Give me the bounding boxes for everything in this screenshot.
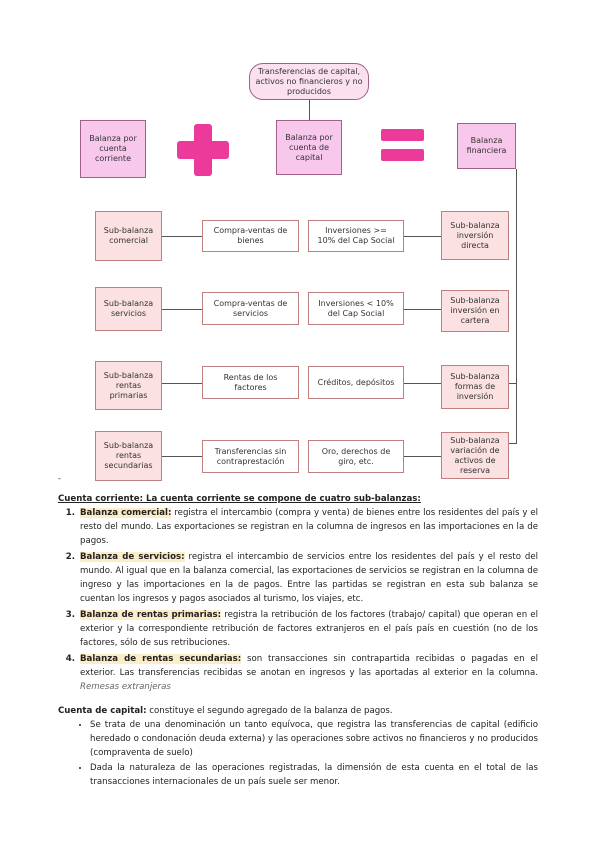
definition: registra la retribución de los factores (trabajo/ capital) que operan en el exterior y la correspondiente retribución de factores extranjeros en el país país en cuestión (no de los factores, sólo de sus retribuciones. [80,610,538,648]
investment-box-2 [308,292,404,325]
connector [162,236,202,237]
current-account-heading: Cuenta corriente: La cuenta corriente se compone de cuatro sub-balanzas: [58,494,421,504]
current-account-box [80,120,146,178]
capital-account-term: Cuenta de capital: [58,706,147,716]
sub-balance-left-label: Sub-balanza rentas secundarias [103,441,154,470]
connector [516,169,517,443]
term: Balanza comercial: [80,508,172,518]
flow-label: Compra-ventas de servicios [213,298,288,318]
capital-account-definition: constituye el segundo agregado de la balanza de pagos. [146,706,393,716]
list-item [78,550,538,606]
capital-account-label: Balanza por cuenta de capital [285,132,333,162]
flow-label: Transferencias sin contraprestación [214,446,287,466]
connector [309,100,310,120]
investment-box-3 [308,366,404,399]
sub-balance-list [58,506,538,694]
sub-balance-right-2 [441,290,509,332]
sub-balance-right-label: Sub-balanza inversión directa [450,220,500,250]
investment-box-1 [308,220,404,252]
term: Balanza de servicios: [80,552,185,562]
capital-transfers-pill [249,63,369,100]
capital-bullets [58,718,538,789]
current-account-section [58,492,538,696]
sub-balance-right-label: Sub-balanza formas de inversión [450,372,500,401]
sub-balance-left-1 [95,211,162,261]
equals-icon [381,129,424,141]
bullet-item: • Dada la naturaleza de las operaciones registradas, la dimensión de esta cuenta en el total de las transacciones internacionales de un país suele ser menor. [90,761,538,789]
connector [162,309,202,310]
investment-box-4 [308,440,404,473]
term: Balanza de rentas primarias: [80,610,222,620]
sub-balance-right-label: Sub-balanza variación de activos de reserva [450,435,500,475]
investment-label: Inversiones >= 10% del Cap Social [317,226,395,245]
connector [509,443,517,444]
investment-label: Inversiones < 10% del Cap Social [318,298,394,318]
list-item [78,608,538,650]
sub-balance-left-2 [95,287,162,331]
equals-icon-bar [381,149,424,161]
list-item [78,652,538,694]
investment-label: Créditos, depósitos [317,377,395,387]
definition: registra el intercambio de servicios entre los residentes del país y el resto del mundo. Al igual que en la balanza comercial, las exportaciones de servicios se registran en la columna de ingreso y las importaciones en la de pagos. Entre las partidas se registran en esta sub balanza se cuentan los ingresos y pagos asociados al turismo, los viajes, etc. [80,552,539,604]
financial-account-box [457,123,516,169]
connector [162,383,202,384]
sub-balance-left-label: Sub-balanza servicios [103,299,154,318]
definition: registra el intercambio (compra y venta) de bienes entre los residentes del país y el resto del mundo. Las exportaciones se registran en la columna de ingresos en las importaciones en la de pagos. [80,508,538,546]
capital-account-box [276,120,342,175]
sub-balance-left-3 [95,361,162,410]
dash-marker: - [58,474,61,483]
flow-box-4 [202,440,299,473]
flow-box-2 [202,292,299,325]
flow-label: Rentas de los factores [223,372,278,392]
capital-account-line [58,704,538,718]
current-account-label: Balanza por cuenta corriente [89,134,137,163]
connector [162,456,202,457]
sub-balance-right-4 [441,432,509,479]
term: Balanza de rentas secundarias: [80,654,242,664]
flow-box-3 [202,366,299,399]
connector [404,383,441,384]
sub-balance-right-label: Sub-balanza inversión en cartera [450,296,500,325]
connector [404,309,441,310]
investment-label: Oro, derechos de giro, etc. [321,446,391,466]
definition: son transacciones sin contrapartida recibidas o pagadas en el exterior. Las transferencias recibidas se anotan en ingresos y las aportadas al exterior en la columna. [80,654,539,678]
connector [509,383,517,384]
sub-balance-left-label: Sub-balanza comercial [103,226,154,245]
connector [404,456,441,457]
financial-account-label: Balanza financiera [466,136,507,155]
bullet-item: • Se trata de una denominación un tanto equívoca, que registra las transferencias de capital (edificio heredado o condonación deuda externa) y las operaciones sobre activos no financieros y no producidos (compraventa de suelo) [90,718,538,760]
sub-balance-right-1 [441,211,509,260]
connector [404,236,441,237]
note: Remesas extranjeras [80,682,171,692]
capital-transfers-label: Transferencias de capital, activos no financieros y no producidos [255,66,363,96]
flow-box-1 [202,220,299,252]
plus-icon-bar [177,141,229,159]
sub-balance-left-4 [95,431,162,481]
capital-account-section [58,704,538,790]
flow-label: Compra-ventas de bienes [213,226,288,245]
sub-balance-left-label: Sub-balanza rentas primarias [103,370,154,400]
sub-balance-right-3 [441,365,509,409]
list-item [78,506,538,548]
